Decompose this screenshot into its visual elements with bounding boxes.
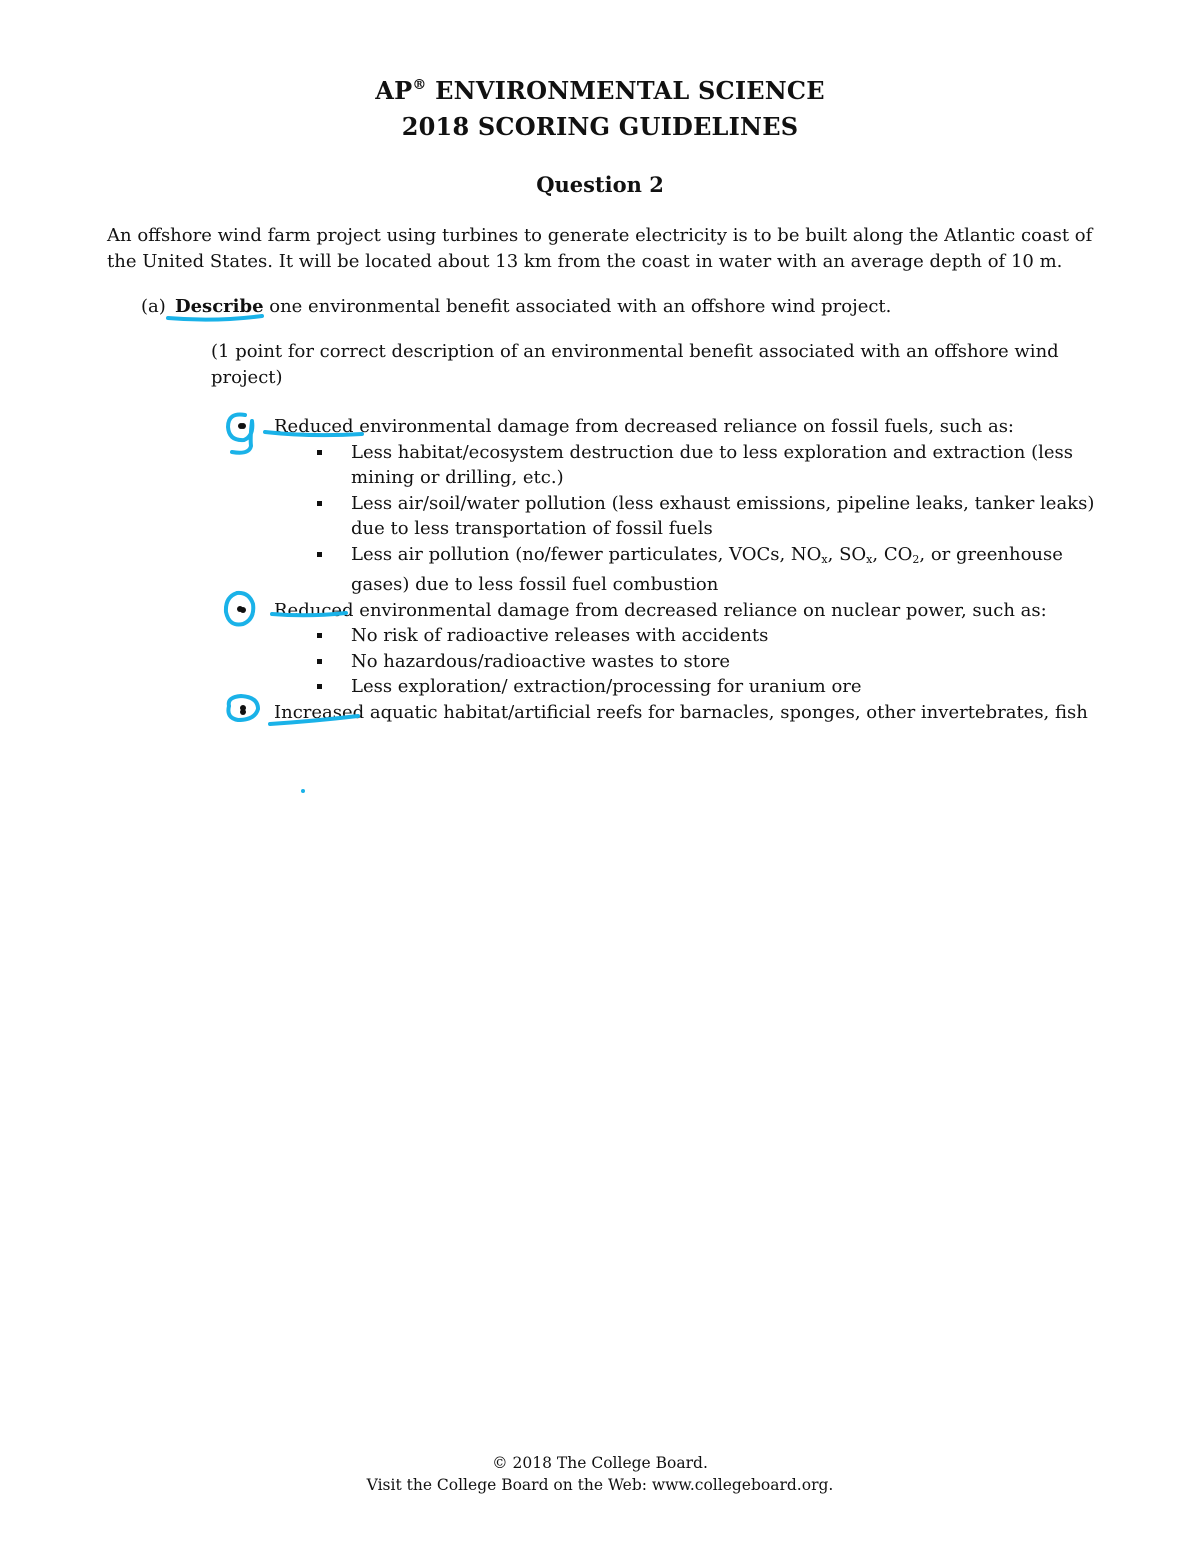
benefit-text: Reduced environmental damage from decreased reliance on fossil fuels, such as: bbox=[274, 416, 1014, 437]
bullet-dot-icon bbox=[240, 607, 246, 613]
part-a-text: one environmental benefit associated with an offshore wind project. bbox=[263, 296, 892, 317]
part-a-verb: Describe bbox=[175, 296, 264, 317]
benefit-item bbox=[240, 598, 1100, 700]
sub-item: Less air pollution (no/fewer particulates, VOCs, NOx, SOx, CO2, or greenhouse gases) due to less fossil fuel combustion bbox=[317, 542, 1100, 598]
document-title: AP® ENVIRONMENTAL SCIENCE bbox=[375, 76, 825, 105]
benefit-text: Increased aquatic habitat/artificial reefs for barnacles, sponges, other invertebrates, fish bbox=[274, 701, 1088, 723]
sub-list bbox=[274, 440, 1100, 598]
square-bullet-icon bbox=[317, 659, 322, 664]
question-intro: An offshore wind farm project using turbines to generate electricity is to be built along the Atlantic coast of the United States. It will be located about 13 km from the coast in water with an average depth of 10 m. bbox=[107, 225, 1093, 272]
document-subtitle: 2018 SCORING GUIDELINES bbox=[401, 112, 799, 141]
part-a-label: (a) bbox=[141, 296, 166, 317]
point-note: (1 point for correct description of an environmental benefit associated with an offshore wind project) bbox=[211, 341, 1059, 388]
bullet-dot-icon bbox=[240, 709, 246, 715]
sub-list bbox=[274, 623, 1100, 700]
ink-dot bbox=[301, 789, 305, 793]
part-a-prompt bbox=[141, 294, 1081, 319]
square-bullet-icon bbox=[317, 684, 322, 689]
benefit-list bbox=[240, 414, 1100, 725]
benefit-item bbox=[240, 414, 1100, 598]
sub-item: Less exploration/ extraction/processing for uranium ore bbox=[317, 674, 1100, 700]
sub-item: No risk of radioactive releases with accidents bbox=[317, 623, 1100, 649]
footer-website: Visit the College Board on the Web: www.collegeboard.org. bbox=[366, 1476, 834, 1494]
footer-copyright: © 2018 The College Board. bbox=[492, 1454, 708, 1472]
bullet-dot-icon bbox=[240, 423, 246, 429]
square-bullet-icon bbox=[317, 501, 322, 506]
sub-item: Less habitat/ecosystem destruction due to less exploration and extraction (less mining or drilling, etc.) bbox=[317, 440, 1100, 491]
square-bullet-icon bbox=[317, 633, 322, 638]
square-bullet-icon bbox=[317, 552, 322, 557]
benefit-item bbox=[240, 700, 1100, 726]
sub-item: No hazardous/radioactive wastes to store bbox=[317, 649, 1100, 675]
benefit-text: Reduced environmental damage from decreased reliance on nuclear power, such as: bbox=[274, 599, 1047, 621]
square-bullet-icon bbox=[317, 450, 322, 455]
question-title: Question 2 bbox=[536, 172, 664, 197]
sub-item: Less air/soil/water pollution (less exhaust emissions, pipeline leaks, tanker leaks) due to less transportation of fossil fuels bbox=[317, 491, 1100, 542]
